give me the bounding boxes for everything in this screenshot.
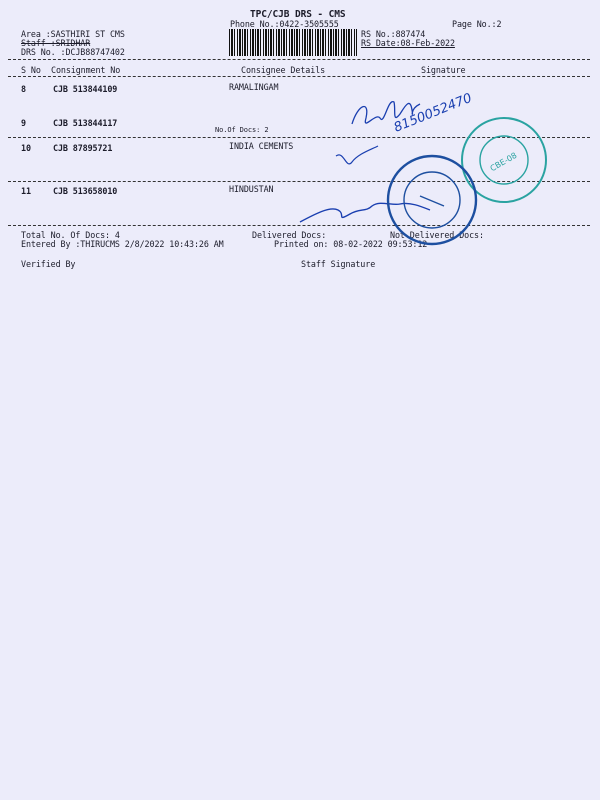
- row-sno: 11: [21, 186, 31, 196]
- signatures-and-stamps: [0, 0, 600, 260]
- row-consignment: CJB 87895721: [53, 143, 113, 153]
- row-consignment: CJB 513844109: [53, 84, 118, 94]
- total-docs: Total No. Of Docs: 4: [21, 230, 120, 240]
- handwritten-signature: [300, 203, 430, 222]
- printed-on: Printed on: 08-02-2022 09:53:12: [274, 239, 428, 249]
- not-delivered-docs: Not Delivered Docs:: [390, 230, 484, 240]
- row-consignee: RAMALINGAM: [229, 82, 279, 92]
- col-sno: S No: [21, 65, 41, 75]
- row-consignee: INDIA CEMENTS: [229, 141, 294, 151]
- handwritten-phone: 8150052470: [391, 90, 475, 136]
- row-consignee: HINDUSTAN: [229, 184, 274, 194]
- rs-number: RS No.:887474: [361, 29, 426, 39]
- area-label: Area :SASTHIRI ST CMS: [21, 29, 125, 39]
- col-signature: Signature: [421, 65, 466, 75]
- row-sno: 8: [21, 84, 26, 94]
- drs-number: DRS No. :DCJB88747402: [21, 47, 125, 57]
- verified-by: Verified By: [21, 259, 76, 269]
- row-doc-count: No.Of Docs: 2: [215, 126, 269, 134]
- rs-date: RS Date:08-Feb-2022: [361, 38, 455, 48]
- page-number: Page No.:2: [452, 19, 502, 29]
- row-sno: 10: [21, 143, 31, 153]
- col-consignment: Consignment No: [51, 65, 121, 75]
- document-title: TPC/CJB DRS - CMS: [250, 9, 346, 20]
- staff-label: Staff :SRIDHAR: [21, 38, 91, 48]
- delivered-docs: Delivered Docs:: [252, 230, 327, 240]
- row-consignment: CJB 513844117: [53, 118, 118, 128]
- entered-by: Entered By :THIRUCMS 2/8/2022 10:43:26 AM: [21, 239, 224, 249]
- col-consignee: Consignee Details: [241, 65, 326, 75]
- phone-number: Phone No.:0422-3505555: [230, 19, 339, 29]
- staff-signature-label: Staff Signature: [301, 259, 376, 269]
- row-sno: 9: [21, 118, 26, 128]
- svg-text:CBE-08: CBE-08: [488, 150, 519, 174]
- handwritten-signature: [336, 146, 378, 164]
- company-rubber-stamp: [388, 156, 476, 244]
- row-consignment: CJB 513658010: [53, 186, 118, 196]
